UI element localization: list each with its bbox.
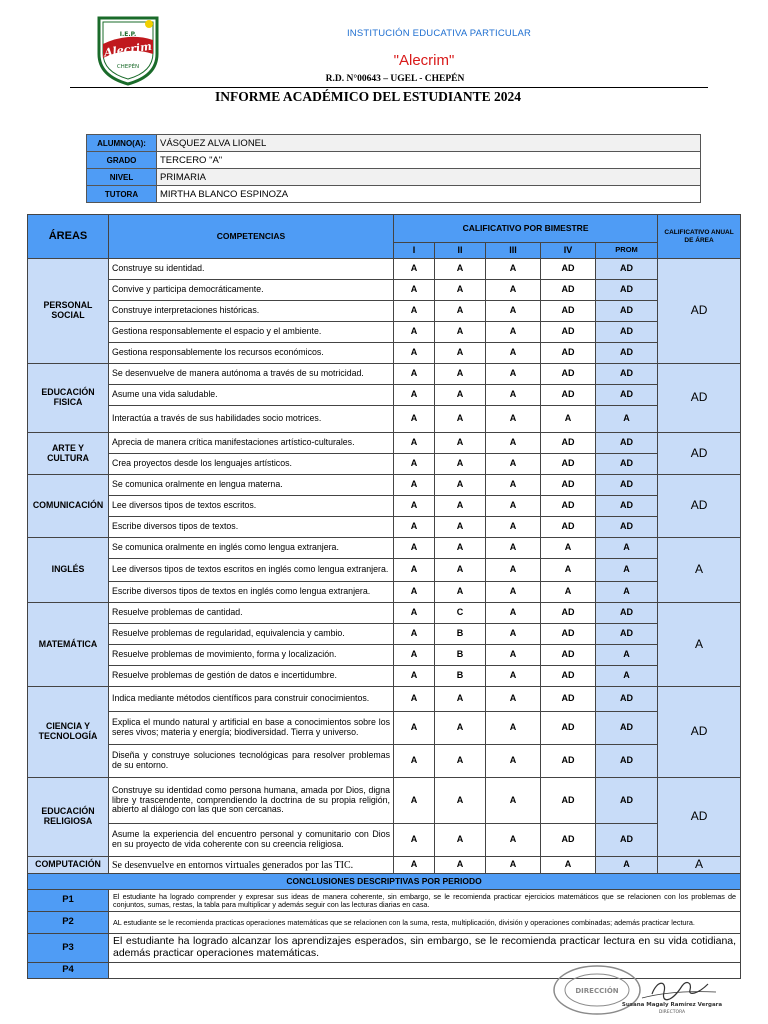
grade-bimester-1: A [394,364,435,385]
grade-bimester-3: A [486,343,541,364]
grade-bimester-3: A [486,259,541,280]
grade-bimester-2: A [435,538,486,559]
grade-prom: AD [596,280,658,301]
annual-grade: A [658,857,741,874]
grade-bimester-2: A [435,496,486,517]
grade-bimester-1: A [394,259,435,280]
grade-bimester-4: AD [541,301,596,322]
grade-bimester-1: A [394,559,435,582]
grade-prom: AD [596,778,658,824]
competency-row [28,475,741,496]
grade-bimester-1: A [394,624,435,645]
areas-header: ÁREAS [28,215,109,259]
grade-bimester-2: A [435,687,486,712]
student-grade: TERCERO "A" [157,152,701,169]
grade-bimester-4: A [541,538,596,559]
grade-bimester-4: AD [541,364,596,385]
competency-row [28,712,741,745]
competency-text: Diseña y construye soluciones tecnológicas para resolver problemas de su entorno. [109,745,394,778]
grade-bimester-2: A [435,559,486,582]
period-conclusion: El estudiante ha logrado comprender y expresar sus ideas de manera coherente, sin embargo, se le recomienda practicar ejercicios matemáticos que se relacionen con los problemas de conjuntos, sumas, restas, la tabla para multiplicar y además seguir con las lecturas diarias en casa. [109,890,741,912]
grade-bimester-3: A [486,603,541,624]
competencias-header: COMPETENCIAS [109,215,394,259]
student-level: PRIMARIA [157,169,701,186]
grade-bimester-4: AD [541,666,596,687]
competency-row [28,406,741,433]
grade-prom: AD [596,603,658,624]
grade-prom: AD [596,687,658,712]
grade-bimester-3: A [486,824,541,857]
competency-row [28,687,741,712]
grade-bimester-2: B [435,645,486,666]
grade-prom: AD [596,433,658,454]
competency-row [28,824,741,857]
svg-text:Alecrim: Alecrim [103,39,153,60]
grade-bimester-1: A [394,433,435,454]
conclusion-row [28,934,741,963]
competency-row [28,454,741,475]
competency-text: Escribe diversos tipos de textos. [109,517,394,538]
competency-text: Resuelve problemas de gestión de datos e incertidumbre. [109,666,394,687]
competency-text: Explica el mundo natural y artificial en base a conocimientos sobre los seres vivos; materia y energía; biodiversidad. Tierra y universo. [109,712,394,745]
competency-text: Interactúa a través de sus habilidades socio motrices. [109,406,394,433]
grade-prom: AD [596,259,658,280]
competency-row [28,645,741,666]
grade-bimester-3: A [486,301,541,322]
grade-bimester-2: A [435,745,486,778]
student-row [87,135,701,152]
competency-row [28,385,741,406]
grade-bimester-1: A [394,280,435,301]
grade-prom: AD [596,385,658,406]
competency-row [28,517,741,538]
grade-bimester-4: A [541,559,596,582]
competency-row [28,624,741,645]
grade-bimester-3: A [486,280,541,301]
competency-row [28,857,741,874]
grade-bimester-1: A [394,603,435,624]
field-label: NIVEL [87,169,157,186]
competency-row [28,280,741,301]
header-row [28,215,741,243]
competency-row [28,666,741,687]
competency-text: Construye interpretaciones históricas. [109,301,394,322]
grade-prom: AD [596,322,658,343]
grade-bimester-3: A [486,475,541,496]
grade-bimester-4: AD [541,824,596,857]
grade-bimester-1: A [394,343,435,364]
grade-bimester-4: AD [541,343,596,364]
annual-grade: AD [658,364,741,433]
grade-prom: AD [596,824,658,857]
grade-bimester-2: A [435,322,486,343]
grade-bimester-4: AD [541,745,596,778]
tutor-row [87,186,701,203]
grade-prom: A [596,406,658,433]
competency-text: Gestiona responsablemente los recursos económicos. [109,343,394,364]
conclusions-header-row [28,874,741,890]
grade-bimester-3: A [486,687,541,712]
director-signature [612,972,722,1018]
competency-row [28,603,741,624]
student-info-table [86,134,701,203]
grade-prom: AD [596,454,658,475]
grade-bimester-2: A [435,259,486,280]
grade-bimester-4: AD [541,712,596,745]
period-label: P4 [28,963,109,979]
competency-text: Se desenvuelve de manera autónoma a través de su motricidad. [109,364,394,385]
competency-text: Crea proyectos desde los lenguajes artísticos. [109,454,394,475]
competency-row [28,582,741,603]
grades-table [27,214,741,979]
annual-grade: AD [658,433,741,475]
competency-text: Se comunica oralmente en inglés como lengua extranjera. [109,538,394,559]
grade-bimester-1: A [394,687,435,712]
competency-text: Resuelve problemas de cantidad. [109,603,394,624]
grade-bimester-2: B [435,666,486,687]
grade-prom: AD [596,301,658,322]
grade-bimester-4: A [541,582,596,603]
grade-bimester-1: A [394,517,435,538]
field-label: ALUMNO(A): [87,135,157,152]
grade-bimester-1: A [394,475,435,496]
grade-bimester-1: A [394,454,435,475]
grade-bimester-2: A [435,364,486,385]
level-row [87,169,701,186]
grade-bimester-2: A [435,454,486,475]
competency-text: Construye su identidad como persona humana, amada por Dios, digna libre y trascendente, comprendiendo la doctrina de su propia religión, abierto al diálogo con las que son cercanas. [109,778,394,824]
grade-bimester-1: A [394,582,435,603]
calificativo-header: CALIFICATIVO POR BIMESTRE [394,215,658,243]
grade-bimester-3: A [486,582,541,603]
grade-bimester-2: C [435,603,486,624]
student-name: VÁSQUEZ ALVA LIONEL [157,135,701,152]
grade-bimester-2: A [435,343,486,364]
competency-row [28,322,741,343]
grade-bimester-2: A [435,582,486,603]
grade-prom: AD [596,343,658,364]
grade-bimester-1: A [394,406,435,433]
bimester-4: IV [541,243,596,259]
grade-row [87,152,701,169]
report-title: INFORME ACADÉMICO DEL ESTUDIANTE 2024 [215,89,522,104]
competency-row [28,745,741,778]
resolution-number: R.D. N°00643 – UGEL - CHEPÉN [325,74,465,84]
competency-text: Construye su identidad. [109,259,394,280]
grade-prom: A [596,666,658,687]
student-tutor: MIRTHA BLANCO ESPINOZA [157,186,701,203]
grade-bimester-3: A [486,666,541,687]
grade-bimester-4: AD [541,517,596,538]
grade-bimester-2: A [435,517,486,538]
competency-text: Escribe diversos tipos de textos en inglés como lengua extranjera. [109,582,394,603]
grade-prom: A [596,538,658,559]
grade-prom: AD [596,475,658,496]
annual-grade: AD [658,778,741,857]
institution-type: INSTITUCIÓN EDUCATIVA PARTICULAR [346,28,532,39]
area-name: ARTE Y CULTURA [28,433,109,475]
grade-prom: A [596,857,658,874]
grade-bimester-2: B [435,624,486,645]
svg-text:I.E.P.: I.E.P. [119,31,137,38]
grade-bimester-1: A [394,857,435,874]
bimester-3: III [486,243,541,259]
grade-bimester-2: A [435,301,486,322]
grade-bimester-2: A [435,857,486,874]
grade-bimester-2: A [435,475,486,496]
grade-bimester-1: A [394,538,435,559]
grade-bimester-2: A [435,385,486,406]
area-name: COMPUTACIÓN [28,857,109,874]
svg-text:DIRECTORA: DIRECTORA [658,1010,686,1015]
competency-text: Lee diversos tipos de textos escritos en inglés como lengua extranjera. [109,559,394,582]
competency-text: Se comunica oralmente en lengua materna. [109,475,394,496]
grade-prom: AD [596,745,658,778]
grade-bimester-3: A [486,406,541,433]
grade-bimester-4: AD [541,433,596,454]
competency-row [28,433,741,454]
competency-row [28,343,741,364]
grade-prom: A [596,559,658,582]
field-label: GRADO [87,152,157,169]
competency-text: Aprecia de manera crítica manifestaciones artístico-culturales. [109,433,394,454]
grade-bimester-4: AD [541,624,596,645]
grade-bimester-4: AD [541,475,596,496]
competency-text: Convive y participa democráticamente. [109,280,394,301]
grade-bimester-3: A [486,538,541,559]
grade-bimester-3: A [486,624,541,645]
grade-bimester-2: A [435,712,486,745]
grade-bimester-1: A [394,745,435,778]
field-label: TUTORA [87,186,157,203]
area-name: MATEMÁTICA [28,603,109,687]
competency-text: Asume la experiencia del encuentro personal y comunitario con Dios en su proyecto de vida coherente con su creencia religiosa. [109,824,394,857]
svg-text:CHEPÉN: CHEPÉN [116,64,140,70]
grade-bimester-1: A [394,301,435,322]
competency-row [28,364,741,385]
conclusions-title: CONCLUSIONES DESCRIPTIVAS POR PERIODO [28,874,741,890]
grade-prom: AD [596,624,658,645]
grade-bimester-1: A [394,385,435,406]
grade-bimester-1: A [394,322,435,343]
grade-bimester-4: A [541,857,596,874]
competency-text: Indica mediante métodos científicos para construir conocimientos. [109,687,394,712]
annual-grade: A [658,538,741,603]
annual-grade: AD [658,687,741,778]
competency-text: Gestiona responsablemente el espacio y el ambiente. [109,322,394,343]
period-conclusion: El estudiante ha logrado alcanzar los aprendizajes esperados, sin embargo, se le recomienda practicar lectura en su vida cotidiana, además practicar operaciones matemáticas. [109,934,741,963]
school-name: "Alecrim" [393,52,455,69]
period-conclusion: AL estudiante se le recomienda practicas operaciones matemáticas que se relacionen con la suma, resta, multiplicación, división y operaciones combinadas; además practicar lectura. [109,912,741,934]
area-name: INGLÉS [28,538,109,603]
grade-bimester-4: AD [541,687,596,712]
grade-bimester-2: A [435,778,486,824]
area-name: EDUCACIÓN RELIGIOSA [28,778,109,857]
competency-text: Lee diversos tipos de textos escritos. [109,496,394,517]
grade-bimester-4: AD [541,385,596,406]
grade-bimester-1: A [394,778,435,824]
grade-bimester-3: A [486,433,541,454]
area-name: PERSONAL SOCIAL [28,259,109,364]
annual-grade: AD [658,475,741,538]
competency-text: Resuelve problemas de regularidad, equivalencia y cambio. [109,624,394,645]
annual-grade: A [658,603,741,687]
competency-text: Resuelve problemas de movimiento, forma y localización. [109,645,394,666]
svg-text:Susana Magaly Ramírez Vergara: Susana Magaly Ramírez Vergara [621,1002,722,1008]
competency-row [28,778,741,824]
grade-bimester-3: A [486,517,541,538]
competency-row [28,559,741,582]
grade-bimester-4: AD [541,259,596,280]
grade-bimester-4: A [541,406,596,433]
grade-bimester-1: A [394,666,435,687]
grade-prom: A [596,582,658,603]
area-name: COMUNICACIÓN [28,475,109,538]
grade-bimester-4: AD [541,645,596,666]
grade-prom: AD [596,364,658,385]
period-label: P2 [28,912,109,934]
grade-bimester-3: A [486,857,541,874]
bimester-prom: PROM [596,243,658,259]
grade-bimester-3: A [486,454,541,475]
period-label: P1 [28,890,109,912]
grade-bimester-2: A [435,406,486,433]
area-name: EDUCACIÓN FISICA [28,364,109,433]
grade-bimester-1: A [394,712,435,745]
grade-bimester-4: AD [541,603,596,624]
grade-bimester-3: A [486,385,541,406]
svg-text:DIRECCIÓN: DIRECCIÓN [575,987,619,995]
grade-bimester-3: A [486,322,541,343]
grade-bimester-1: A [394,496,435,517]
grade-bimester-2: A [435,280,486,301]
competency-row [28,259,741,280]
grade-bimester-4: AD [541,454,596,475]
annual-grade: AD [658,259,741,364]
grade-bimester-4: AD [541,778,596,824]
competency-text: Asume una vida saludable. [109,385,394,406]
grade-bimester-4: AD [541,496,596,517]
grade-prom: AD [596,496,658,517]
bimester-1: I [394,243,435,259]
grade-bimester-4: AD [541,322,596,343]
header-divider [70,87,708,88]
period-label: P3 [28,934,109,963]
grade-bimester-3: A [486,712,541,745]
grade-bimester-3: A [486,645,541,666]
competency-row [28,301,741,322]
grade-prom: AD [596,517,658,538]
competency-text: Se desenvuelve en entornos virtuales generados por las TIC. [109,857,394,874]
grade-bimester-3: A [486,364,541,385]
grade-prom: A [596,645,658,666]
grade-bimester-3: A [486,778,541,824]
annual-header: CALIFICATIVO ANUAL DE ÁREA [658,215,741,259]
grade-bimester-3: A [486,496,541,517]
grade-bimester-1: A [394,824,435,857]
conclusion-row [28,890,741,912]
competency-row [28,496,741,517]
grade-bimester-2: A [435,433,486,454]
grade-prom: AD [596,712,658,745]
grade-bimester-3: A [486,559,541,582]
grade-bimester-2: A [435,824,486,857]
conclusion-row [28,912,741,934]
area-name: CIENCIA Y TECNOLOGÍA [28,687,109,778]
bimester-2: II [435,243,486,259]
competency-row [28,538,741,559]
grade-bimester-1: A [394,645,435,666]
grade-bimester-3: A [486,745,541,778]
grade-bimester-4: AD [541,280,596,301]
